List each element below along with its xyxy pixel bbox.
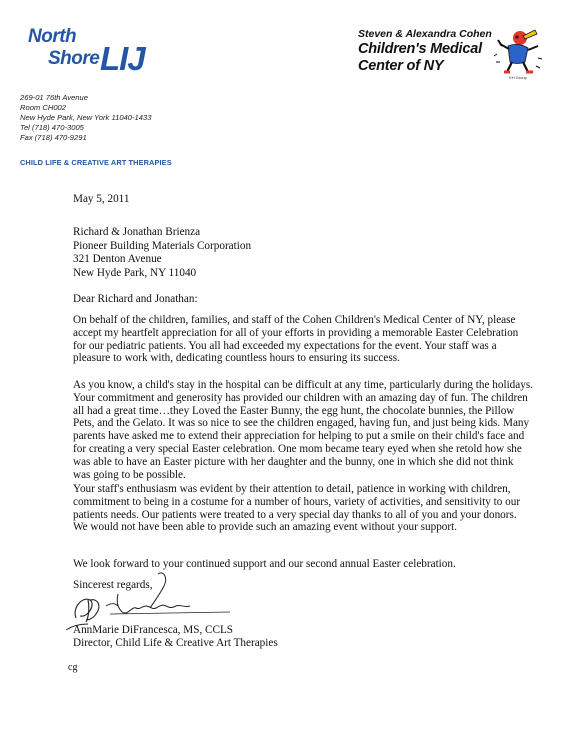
recipient-street: 321 Denton Avenue [73, 253, 162, 265]
address-tel: Tel (718) 470-3005 [20, 123, 84, 132]
address-room: Room CH002 [20, 103, 67, 112]
logo-hospital-line: Children's Medical [358, 41, 482, 57]
signer-name: AnnMarie DiFrancesca, MS, CCLS [73, 624, 234, 636]
address-city: New Hyde Park, New York 11040-1433 [20, 113, 152, 122]
paragraph-hospital-stay: As you know, a child's stay in the hospital can be difficult at any time, particularly during the holidays. Your commitment and generosity has provided our children with an amazing day of fun. The children all had a great time…they Loved the Easter Bunny, the egg hunt, the chocolate bunnies, the Pillow Pets, and the Gelato. It was so nice to see the children engaged, having fun, and just being kids. Many parents have asked me to extend their appreciation for helping to put a smile on their child's face and for creating a very special Easter celebration. One mom became teary eyed when she retold how she was able to have an Easter picture with her daughter and the bunny, one in which she did not think was going to be possible. [73, 379, 533, 481]
paragraph-staff-enthusiasm: Your staff's enthusiasm was evident by their attention to detail, patience in working with children, commitment to being in a costume for a number of hours, variety of activities, and sensitivity to our patients needs. Our patients were treated to a very special day thanks to all of you and your donors. We would not have been able to provide such an amazing event without your support. [73, 483, 521, 534]
paragraph-appreciation: On behalf of the children, families, and staff of the Cohen Children's Medical Center of NY, please accept my heartfelt appreciation for all of your efforts in providing a memorable Easter Celebration for our pediatric patients. You all had exceeded my expectations for the event. Your staff was a pleasure to work with, dedicating countless hours to ensuring its success. [73, 314, 519, 365]
address-block [20, 93, 151, 143]
letter-date: May 5, 2011 [73, 193, 130, 205]
north-shore-lij-logo [28, 24, 146, 80]
logo-donor-line: Steven & Alexandra Cohen [358, 28, 492, 40]
department-name: CHILD LIFE & CREATIVE ART THERAPIES [20, 158, 172, 167]
recipient-name: Richard & Jonathan Brienza [73, 226, 201, 238]
logo-shore-text: Shore [48, 48, 100, 69]
typist-initials: cg [68, 662, 78, 673]
address-street: 269-01 76th Avenue [20, 93, 88, 102]
paragraph-closing-note: We look forward to your continued support and our second annual Easter celebration. [73, 558, 456, 570]
handwritten-signature [66, 570, 256, 630]
recipient-block [73, 226, 251, 280]
signer-block [73, 624, 278, 650]
salutation: Dear Richard and Jonathan: [73, 293, 198, 305]
logo-center-line: Center of NY [358, 58, 444, 74]
closing-line: Sincerest regards, [73, 579, 153, 591]
recipient-city: New Hyde Park, NY 11040 [73, 266, 197, 279]
svg-text:KH Group: KH Group [509, 75, 527, 80]
signer-title: Director, Child Life & Creative Art Therapies [73, 637, 278, 649]
logo-lij-mark: LIJ [100, 40, 145, 77]
logo-north-text: North [28, 26, 77, 47]
address-fax: Fax (718) 470-9291 [20, 133, 87, 142]
recipient-company: Pioneer Building Materials Corporation [73, 239, 252, 252]
cartoon-mascot-icon [490, 26, 546, 80]
